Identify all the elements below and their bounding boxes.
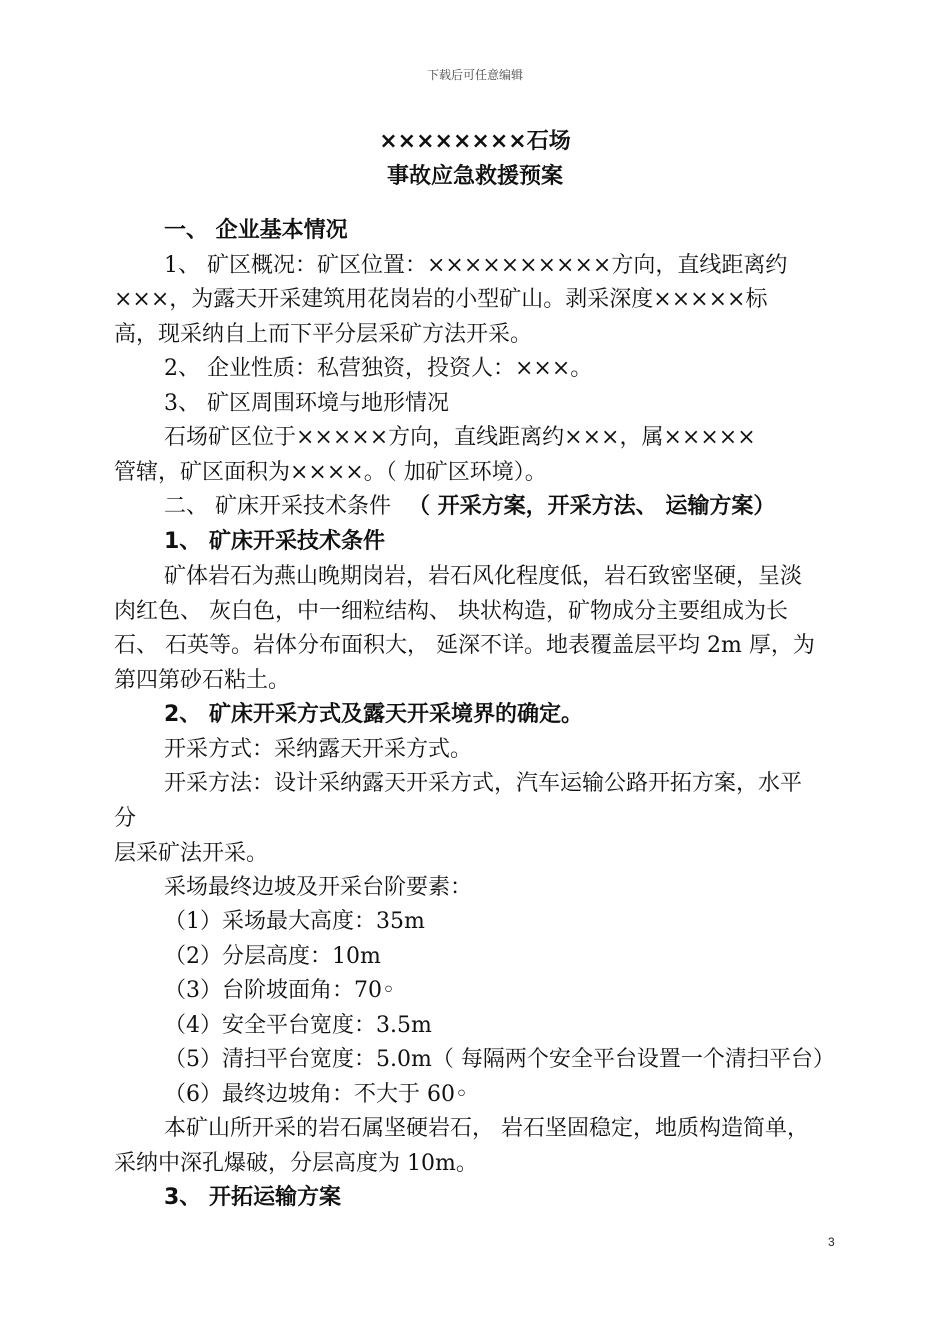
paragraph-line: 采纳中深孔爆破，分层高度为 10m。 xyxy=(114,1151,478,1176)
list-item: （3）台阶坡面角：70◦ xyxy=(164,978,395,1003)
paragraph-line: 层采矿法开采。 xyxy=(114,841,269,866)
paragraph-line: ×××，为露天开采建筑用花岗岩的小型矿山。剥采深度×××××标 xyxy=(114,287,768,312)
document-title: ××××××××石场 xyxy=(379,129,571,154)
document-subtitle: 事故应急救援预案 xyxy=(386,164,563,189)
list-item: （6）最终边坡角：不大于 60◦ xyxy=(164,1082,468,1107)
paragraph-line: 高，现采纳自上而下平分层采矿方法开采。 xyxy=(114,322,533,347)
list-item: （1）采场最大高度：35m xyxy=(164,909,425,934)
paragraph-line: 开采方法：设计采纳露天开采方式，汽车运输公路开拓方案，水平 xyxy=(164,771,803,796)
page-header: 下载后可任意编辑 xyxy=(426,68,523,82)
paragraph-line: 矿体岩石为燕山晚期岗岩，岩石风化程度低，岩石致密坚硬，呈淡 xyxy=(164,564,803,589)
paragraph-line: 石场矿区位于×××××方向，直线距离约×××，属××××× xyxy=(164,425,756,450)
paragraph-line: 石、 石英等。岩体分布面积大， 延深不详。地表覆盖层平均 2m 厚，为 xyxy=(114,633,815,658)
paragraph-line: 分 xyxy=(114,806,137,831)
page-number: 3 xyxy=(828,1235,835,1249)
paragraph-line: 肉红色、 灰白色，中一细粒结构、 块状构造，矿物成分主要组成为长 xyxy=(114,599,788,624)
section-heading: 一、 企业基本情况 xyxy=(164,218,348,243)
subsection-heading: 1、 矿床开采技术条件 xyxy=(164,529,385,554)
paragraph-line: 开采方式：采纳露天开采方式。 xyxy=(164,737,473,762)
list-item: （2）分层高度：10m xyxy=(164,944,381,969)
subsection-heading: 2、 矿床开采方式及露天开采境界的确定。 xyxy=(164,702,583,727)
paragraph-line: 3、 矿区周围环境与地形情况 xyxy=(164,391,449,416)
list-item: （5）清扫平台宽度：5.0m（ 每隔两个安全平台设置一个清扫平台） xyxy=(164,1047,835,1072)
paragraph-line: 采场最终边坡及开采台阶要素： xyxy=(164,875,473,900)
paragraph-line: 1、 矿区概况：矿区位置：××××××××××方向，直线距离约 xyxy=(164,253,788,278)
paragraph-line: 本矿山所开采的岩石属坚硬岩石， 岩石坚固稳定，地质构造简单， xyxy=(164,1116,809,1141)
section-heading-note: （ 开采方案，开采方法、 运输方案） xyxy=(408,494,776,519)
paragraph-line: 管辖，矿区面积为××××。（ 加矿区环境）。 xyxy=(114,460,547,485)
list-item: （4）安全平台宽度：3.5m xyxy=(164,1013,432,1038)
paragraph-line: 2、 企业性质：私营独资，投资人：×××。 xyxy=(164,356,593,381)
section-heading: 二、 矿床开采技术条件 xyxy=(164,494,391,519)
paragraph-line: 第四第砂石粘土。 xyxy=(114,668,291,693)
subsection-heading: 3、 开拓运输方案 xyxy=(164,1185,341,1210)
